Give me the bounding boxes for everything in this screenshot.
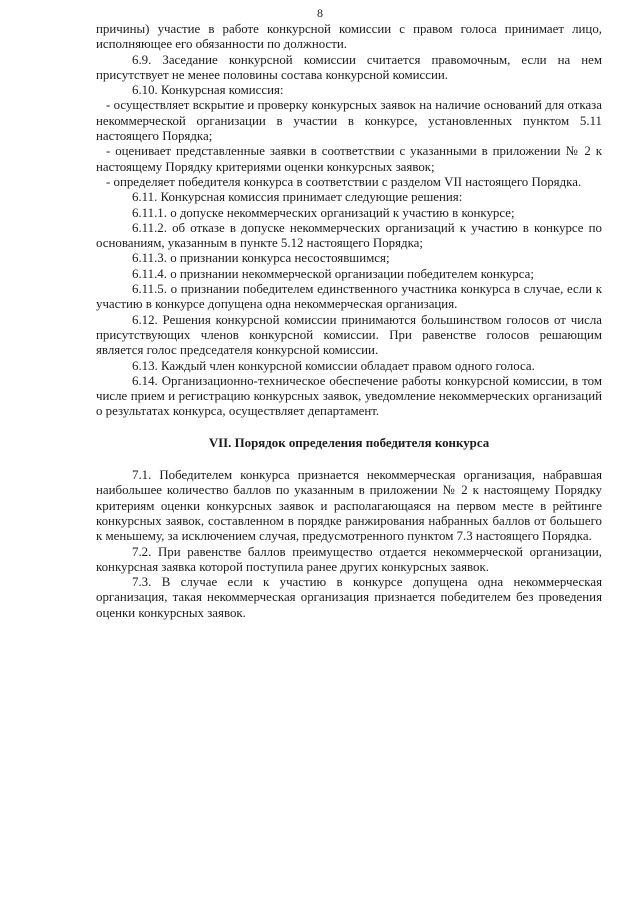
paragraph-6-11-3: 6.11.3. о признании конкурса несостоявшимся; <box>132 251 390 266</box>
paragraph-6-11: 6.11. Конкурсная комиссия принимает следующие решения: <box>132 190 463 205</box>
paragraph-6-11-2: 6.11.2. об отказе в допуске некоммерческих организаций к участию в конкурсе по основаниям, указанным в пункте 5.12 настоящего Порядка; <box>96 220 602 251</box>
paragraph-6-11-5: 6.11.5. о признании победителем единственного участника конкурса в случае, если к участию в конкурсе допущена одна некоммерческая организация. <box>96 282 602 312</box>
section-heading: VII. Порядок определения победителя конкурса <box>208 435 490 450</box>
document-body <box>96 22 602 621</box>
list-item: - осуществляет вскрытие и проверку конкурсных заявок на наличие оснований для отказа некоммерческой организации в участии в конкурсе, установленных пунктом 5.11 настоящего Порядка; <box>96 98 602 144</box>
paragraph-6-13: 6.13. Каждый член конкурсной комиссии обладает правом одного голоса. <box>132 358 535 373</box>
paragraph-6-11-1: 6.11.1. о допуске некоммерческих организаций к участию в конкурсе; <box>132 205 515 220</box>
list-item: - определяет победителя конкурса в соответствии с разделом VII настоящего Порядка. <box>106 174 582 189</box>
paragraph-6-14: 6.14. Организационно-техническое обеспечение работы конкурсной комиссии, в том числе прием и регистрацию конкурсных заявок, уведомление некоммерческих организаций о результатах конкурса, осуществляет департамент. <box>96 373 602 419</box>
paragraph-6-11-4: 6.11.4. о признании некоммерческой организации победителем конкурса; <box>132 266 534 281</box>
paragraph-6-9: 6.9. Заседание конкурсной комиссии считается правомочным, если на нем присутствует не менее половины состава конкурсной комиссии. <box>96 52 602 82</box>
page-number: 8 <box>317 6 323 20</box>
paragraph-6-12: 6.12. Решения конкурсной комиссии принимаются большинством голосов от числа присутствующих членов конкурсной комиссии. При равенстве голосов решающим является голос председателя конкурсной комиссии. <box>96 312 602 358</box>
paragraph-6-10: 6.10. Конкурсная комиссия: <box>132 83 284 98</box>
list-item: - оценивает представленные заявки в соответствии с указанными в приложении № 2 к настоящему Порядку критериями оценки конкурсных заявок; <box>96 144 602 174</box>
paragraph-7-1: 7.1. Победителем конкурса признается некоммерческая организация, набравшая наибольшее количество баллов по указанным в приложении № 2 к настоящему Порядку критериям оценки конкурсных заявок и располагающаяся на первом месте в рейтинге конкурсных заявок, составленном в порядке ранжирования набранных баллов от большего к меньшему, за исключением случая, предусмотренного пунктом 7.3 настоящего Порядка. <box>96 468 602 544</box>
paragraph-7-3: 7.3. В случае если к участию в конкурсе допущена одна некоммерческая организация, такая некоммерческая организация признается победителем без проведения оценки конкурсных заявок. <box>96 575 602 620</box>
paragraph-7-2: 7.2. При равенстве баллов преимущество отдается некоммерческой организации, конкурсная заявка которой поступила ранее других конкурсных заявок. <box>96 544 602 574</box>
paragraph: причины) участие в работе конкурсной комиссии с правом голоса принимает лицо, исполняющее его обязанности по должности. <box>96 22 602 52</box>
